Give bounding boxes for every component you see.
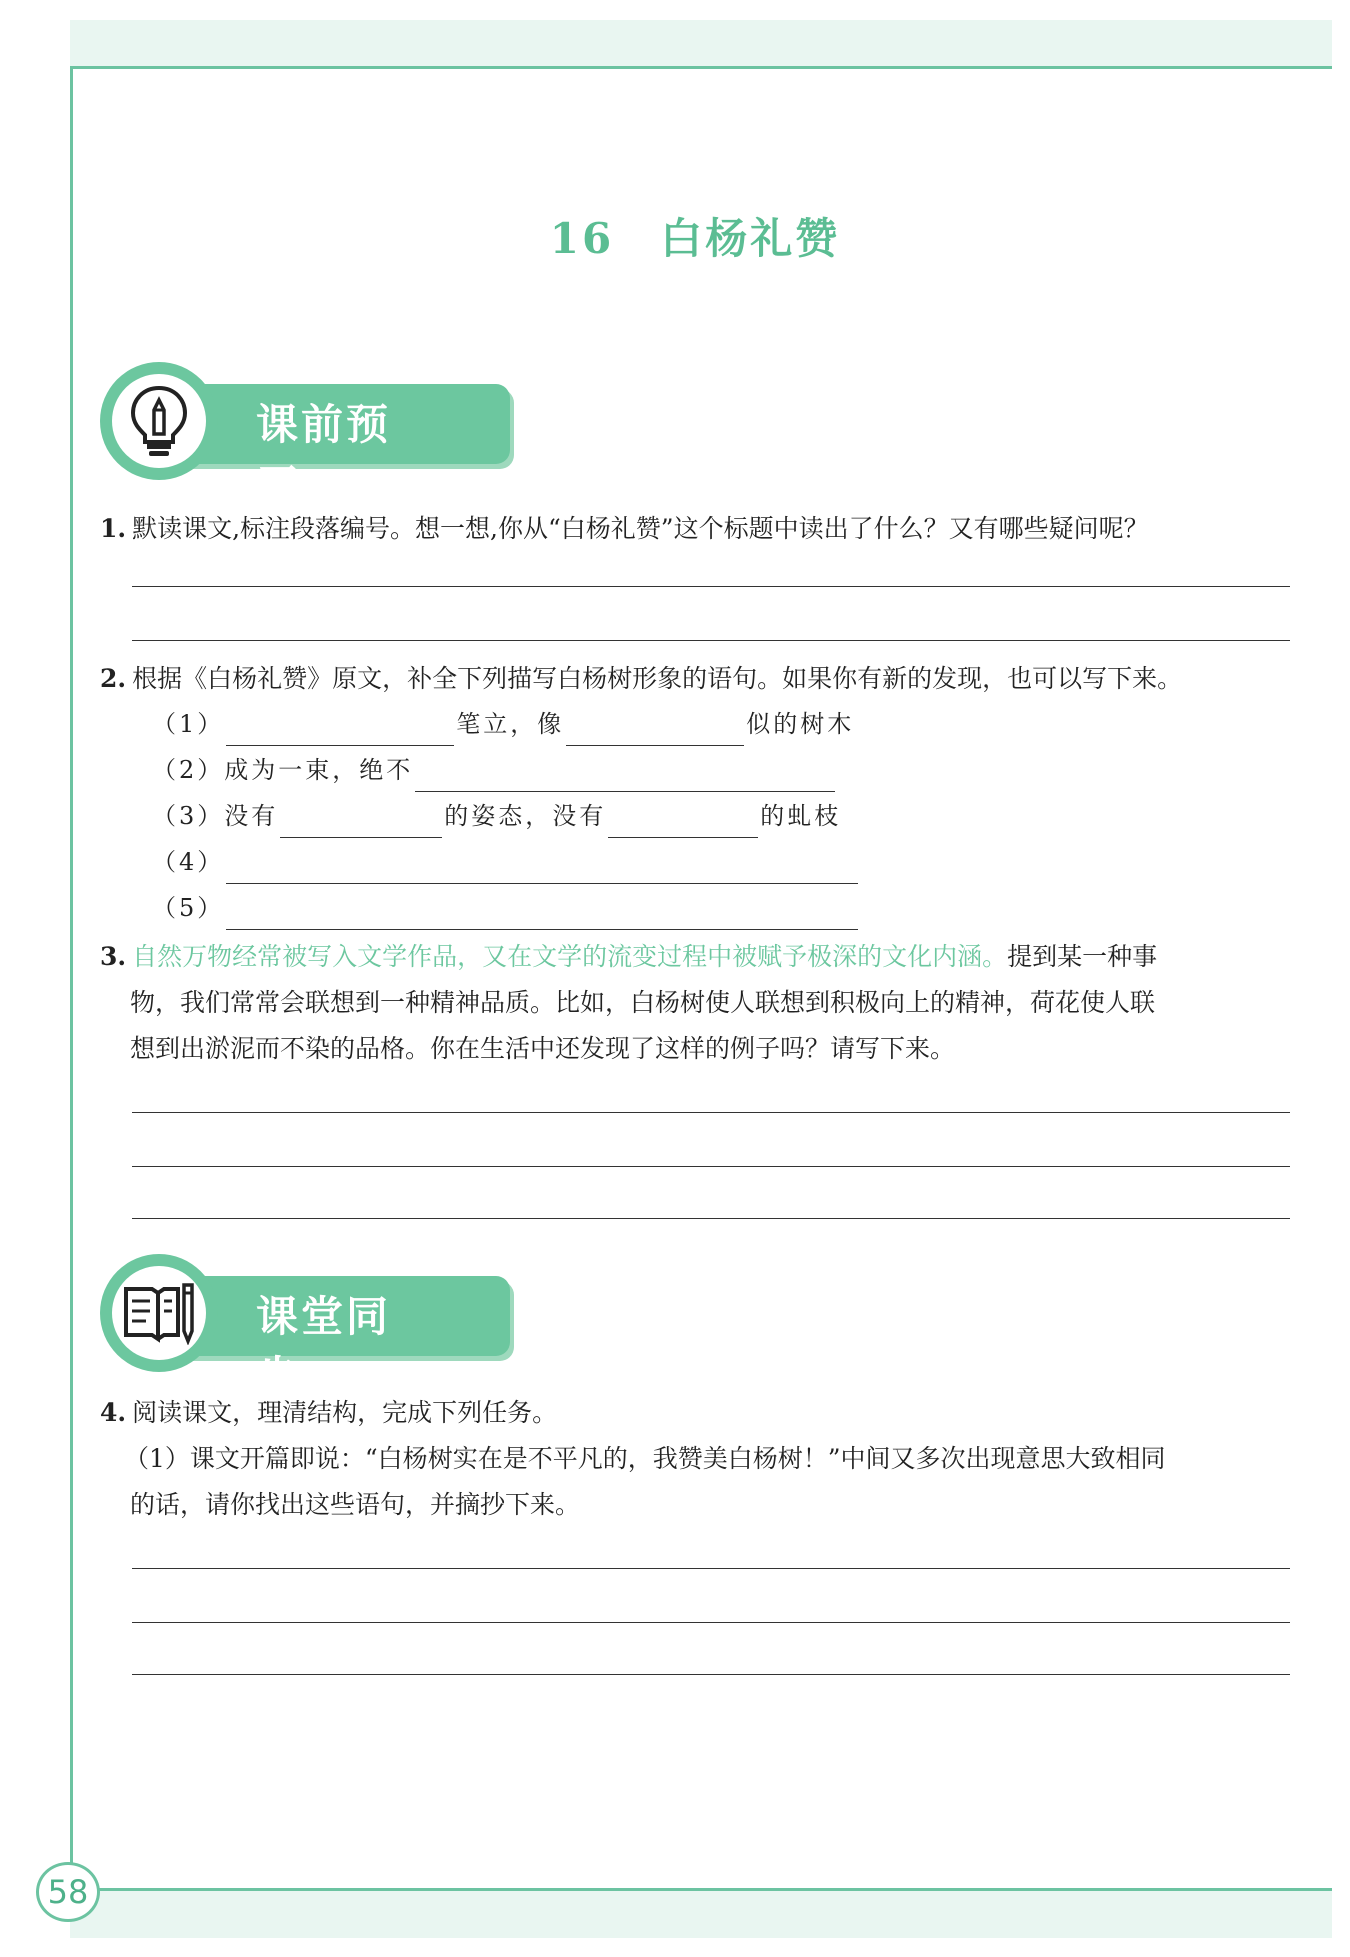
fill-blank[interactable] <box>608 807 758 838</box>
fill-row-3: （3）没有 的姿态，没有 的虬枝 <box>152 794 841 838</box>
lesson-number: 16 <box>549 214 615 263</box>
fill-row-2: （2）成为一束，绝不 <box>152 748 837 792</box>
answer-line[interactable] <box>132 1166 1290 1167</box>
question-3-line-2: 物，我们常常会联想到一种精神品质。比如，白杨树使人联想到积极向上的精神，荷花使人联 <box>130 988 1156 1017</box>
fill-row-1: （1） 笔立，像 似的树木 <box>152 702 854 746</box>
fill-blank[interactable] <box>226 899 858 930</box>
section-icon-circle <box>100 362 218 480</box>
answer-line[interactable] <box>132 1218 1290 1219</box>
section-label-classroom: 课堂同步 <box>256 1292 392 1401</box>
frame-left-line <box>70 66 73 1888</box>
answer-line[interactable] <box>132 1674 1290 1675</box>
answer-line[interactable] <box>132 1112 1290 1113</box>
question-4-sub-1: （1）课文开篇即说：“白杨树实在是不平凡的，我赞美白杨树！”中间又多次出现意思大致相同 <box>124 1444 1166 1473</box>
frame-top-line <box>70 66 1332 69</box>
question-3: 3. 自然万物经常被写入文学作品，又在文学的流变过程中被赋予极深的文化内涵。提到某一种事 <box>100 942 1158 971</box>
section-badge-classroom <box>100 1254 420 1401</box>
lesson-title <box>0 206 1350 266</box>
section-label-preview: 课前预习 <box>256 400 392 509</box>
question-1: 1. 默读课文,标注段落编号。想一想,你从“白杨礼赞”这个标题中读出了什么？又有哪些疑问呢？ <box>100 514 1149 543</box>
question-3-highlight: 自然万物经常被写入文学作品，又在文学的流变过程中被赋予极深的文化内涵。 <box>132 942 1008 971</box>
question-1-text: 默读课文,标注段落编号。想一想,你从“白杨礼赞”这个标题中读出了什么？又有哪些疑问呢？ <box>132 514 1149 543</box>
lightbulb-pencil-icon <box>127 384 191 458</box>
book-pencil-icon <box>122 1281 196 1345</box>
frame-bottom-line <box>70 1888 1332 1891</box>
question-4: 4. 阅读课文，理清结构，完成下列任务。 <box>100 1398 558 1427</box>
section-badge-preview <box>100 362 420 509</box>
question-4-text: 阅读课文，理清结构，完成下列任务。 <box>132 1398 558 1427</box>
answer-line[interactable] <box>132 1622 1290 1623</box>
fill-blank[interactable] <box>226 853 858 884</box>
question-4-sub-1-line-2: 的话，请你找出这些语句，并摘抄下来。 <box>130 1490 581 1519</box>
answer-line[interactable] <box>132 640 1290 641</box>
fill-blank[interactable] <box>226 715 454 746</box>
fill-blank[interactable] <box>566 715 744 746</box>
top-band <box>70 20 1332 68</box>
lesson-name: 白杨礼赞 <box>660 214 841 263</box>
fill-row-4: （4） <box>152 840 860 884</box>
fill-blank[interactable] <box>415 761 835 792</box>
question-2-text: 根据《白杨礼赞》原文，补全下列描写白杨树形象的语句。如果你有新的发现，也可以写下来。 <box>132 664 1183 693</box>
page-number: 58 <box>36 1862 100 1922</box>
fill-row-5: （5） <box>152 886 860 930</box>
question-2: 2. 根据《白杨礼赞》原文，补全下列描写白杨树形象的语句。如果你有新的发现，也可以写下来。 <box>100 664 1183 693</box>
bottom-band <box>70 1888 1332 1938</box>
question-3-line-3: 想到出淤泥而不染的品格。你在生活中还发现了这样的例子吗？请写下来。 <box>130 1034 956 1063</box>
fill-blank[interactable] <box>280 807 442 838</box>
answer-line[interactable] <box>132 1568 1290 1569</box>
section-icon-circle <box>100 1254 218 1372</box>
answer-line[interactable] <box>132 586 1290 587</box>
